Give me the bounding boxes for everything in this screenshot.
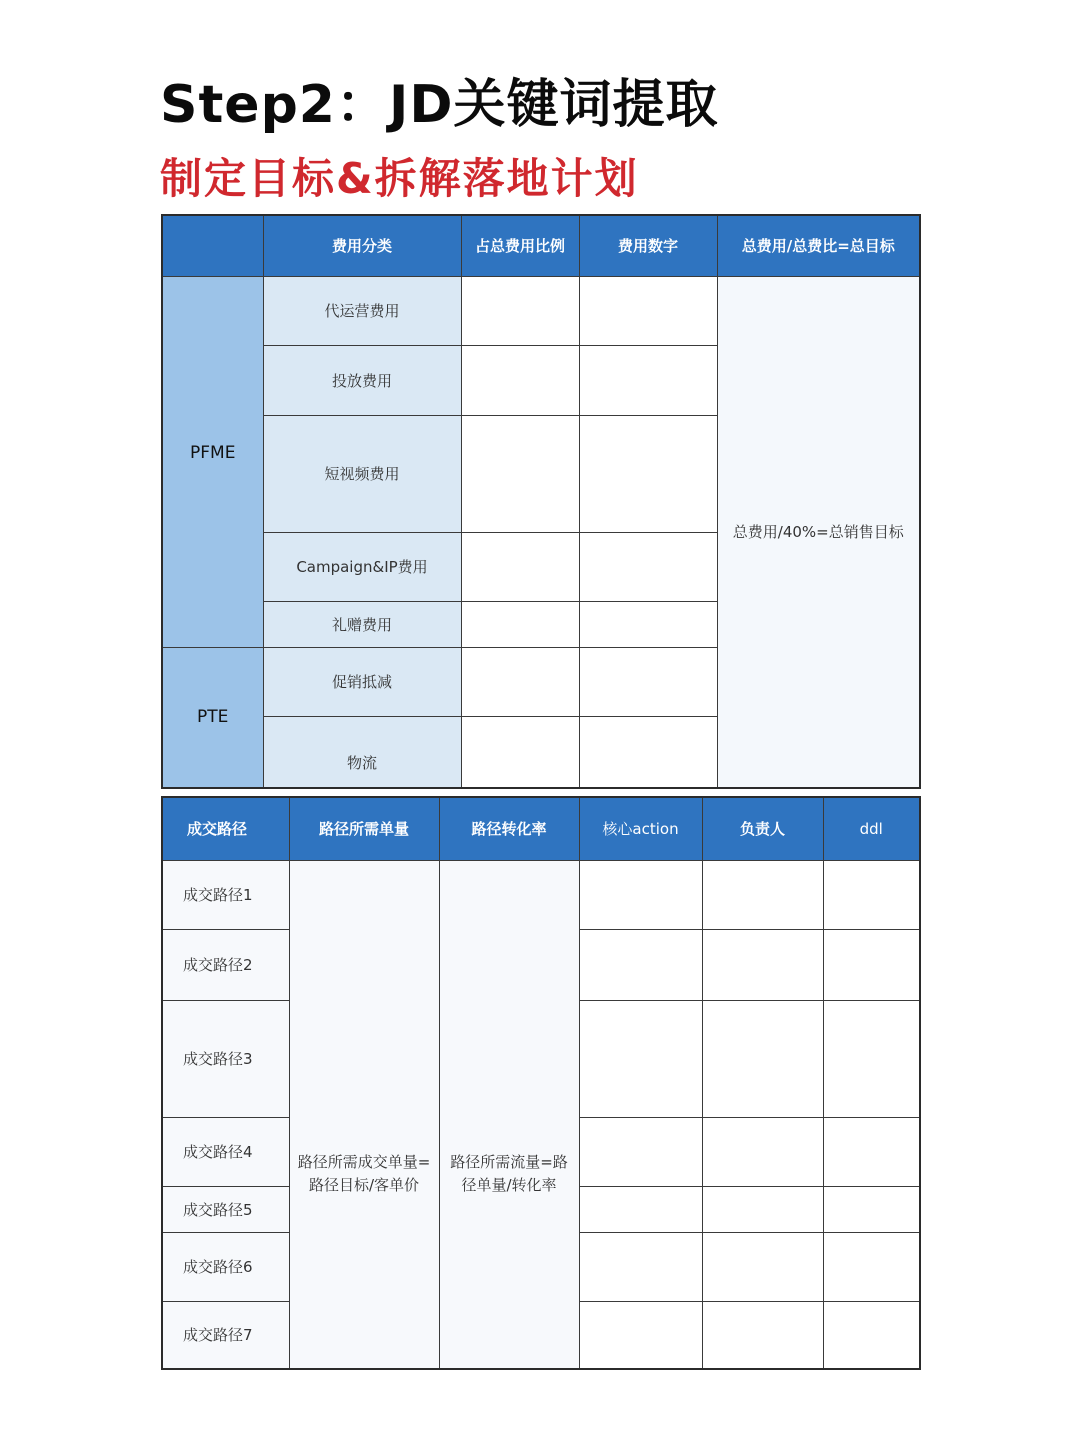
deal-header-conversion: 路径转化率: [439, 797, 579, 860]
owner-cell[interactable]: [702, 1301, 823, 1369]
deal-header-owner: 负责人: [702, 797, 823, 860]
ddl-cell[interactable]: [823, 929, 920, 1000]
core-action-cell[interactable]: [579, 860, 702, 929]
cost-item-label: 礼赠费用: [263, 601, 461, 647]
cost-amount-cell[interactable]: [579, 647, 717, 716]
deal-path-label: 成交路径4: [162, 1117, 289, 1186]
cost-item-label: 短视频费用: [263, 415, 461, 532]
table-row: [162, 860, 920, 929]
core-action-cell[interactable]: [579, 1000, 702, 1117]
cost-item-label: Campaign&IP费用: [263, 532, 461, 601]
deal-path-label: 成交路径5: [162, 1186, 289, 1232]
cost-amount-cell[interactable]: [579, 601, 717, 647]
ddl-cell[interactable]: [823, 1000, 920, 1117]
ddl-cell[interactable]: [823, 1186, 920, 1232]
cost-amount-cell[interactable]: [579, 716, 717, 788]
cost-amount-cell[interactable]: [579, 415, 717, 532]
cost-header-blank: [162, 215, 263, 276]
deal-header-ddl: ddl: [823, 797, 920, 860]
cost-ratio-cell[interactable]: [461, 601, 579, 647]
cost-amount-cell[interactable]: [579, 276, 717, 345]
cost-amount-cell[interactable]: [579, 345, 717, 415]
cost-ratio-cell[interactable]: [461, 532, 579, 601]
cost-item-label: 代运营费用: [263, 276, 461, 345]
cost-ratio-cell[interactable]: [461, 415, 579, 532]
conversion-formula-note: 路径所需流量=路径单量/转化率: [439, 860, 579, 1369]
group-label-pte: PTE: [162, 647, 263, 788]
orders-formula-note: 路径所需成交单量=路径目标/客单价: [289, 860, 439, 1369]
deal-path-label: 成交路径7: [162, 1301, 289, 1369]
cost-amount-cell[interactable]: [579, 532, 717, 601]
cost-ratio-cell[interactable]: [461, 345, 579, 415]
ddl-cell[interactable]: [823, 860, 920, 929]
deal-table-header-row: [162, 797, 920, 860]
deal-path-label: 成交路径2: [162, 929, 289, 1000]
group-label-pfme: PFME: [162, 276, 263, 647]
cost-header-ratio: 占总费用比例: [461, 215, 579, 276]
deal-path-table: [161, 796, 921, 1370]
cost-ratio-cell[interactable]: [461, 716, 579, 788]
cost-table: [161, 214, 921, 789]
deal-path-label: 成交路径1: [162, 860, 289, 929]
owner-cell[interactable]: [702, 1232, 823, 1301]
ddl-cell[interactable]: [823, 1117, 920, 1186]
deal-header-path: 成交路径: [162, 797, 289, 860]
deal-header-orders: 路径所需单量: [289, 797, 439, 860]
deal-header-action: 核心action: [579, 797, 702, 860]
core-action-cell[interactable]: [579, 1301, 702, 1369]
cost-ratio-cell[interactable]: [461, 276, 579, 345]
page-subtitle: 制定目标&拆解落地计划: [160, 154, 639, 203]
owner-cell[interactable]: [702, 1186, 823, 1232]
core-action-cell[interactable]: [579, 929, 702, 1000]
cost-ratio-cell[interactable]: [461, 647, 579, 716]
owner-cell[interactable]: [702, 1117, 823, 1186]
deal-path-label: 成交路径3: [162, 1000, 289, 1117]
core-action-cell[interactable]: [579, 1186, 702, 1232]
owner-cell[interactable]: [702, 860, 823, 929]
owner-cell[interactable]: [702, 929, 823, 1000]
cost-header-amount: 费用数字: [579, 215, 717, 276]
owner-cell[interactable]: [702, 1000, 823, 1117]
cost-item-label: 促销抵减: [263, 647, 461, 716]
ddl-cell[interactable]: [823, 1232, 920, 1301]
total-goal-note: 总费用/40%=总销售目标: [717, 276, 920, 788]
deal-path-label: 成交路径6: [162, 1232, 289, 1301]
cost-table-header-row: [162, 215, 920, 276]
core-action-cell[interactable]: [579, 1117, 702, 1186]
cost-header-category: 费用分类: [263, 215, 461, 276]
table-row: [162, 276, 920, 345]
core-action-cell[interactable]: [579, 1232, 702, 1301]
cost-item-label: 投放费用: [263, 345, 461, 415]
cost-item-label: 物流: [263, 716, 461, 788]
cost-header-total-goal: 总费用/总费比=总目标: [717, 215, 920, 276]
page-title: Step2：JD关键词提取: [160, 75, 719, 135]
ddl-cell[interactable]: [823, 1301, 920, 1369]
